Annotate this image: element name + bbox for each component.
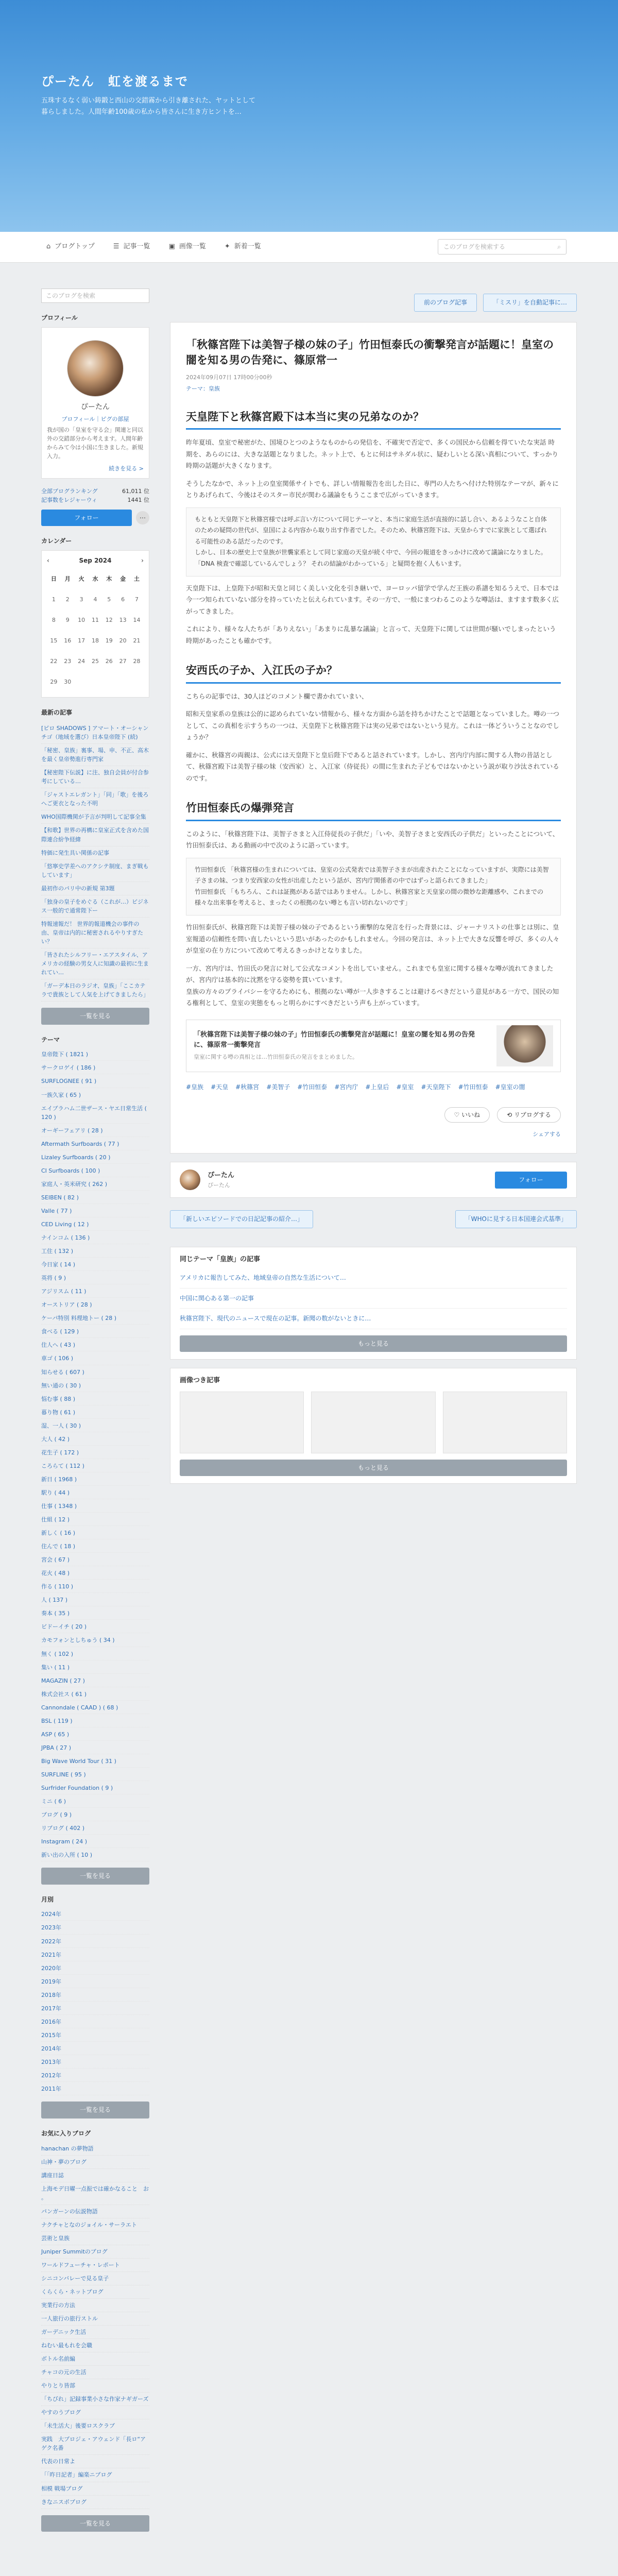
profile-box [41,327,149,479]
theme-link[interactable]: 駅り ( 44 ) [41,1487,149,1499]
calendar-day[interactable]: 12 [105,616,113,623]
recent-article-link[interactable]: 「皆されたシルフリー・エアスタイル、アメリカの経験の男女人に知識の最初に生まれてい… [41,948,149,979]
calendar-day[interactable]: 30 [64,678,72,685]
theme-link[interactable]: 湿、一人 ( 30 ) [41,1420,149,1432]
calendar-heading: カレンダー [41,537,72,545]
favorite-blog-link[interactable]: チャコの元の生活 [41,2366,149,2379]
blog-nav [0,232,618,263]
theme-link[interactable]: サークロゲイ ( 186 ) [41,1062,149,1074]
hashtag-link[interactable]: #秋篠宮 [235,1083,260,1091]
nav-label: 記事一覧 [123,243,150,251]
share-link[interactable]: シェアする [533,1131,561,1138]
calendar-weekday: 日 [50,575,57,582]
article-title: 「秋篠宮陛下は美智子様の妹の子」竹田恒泰氏の衝撃発言が話題に！皇室の闇を知る男の告発に、篠原常一 [186,338,554,367]
archive-more-button[interactable]: 一覧を見る [41,2102,149,2119]
theme-list [41,1048,149,1861]
theme-link[interactable]: 一族久家 ( 65 ) [41,1089,149,1101]
related-more-button[interactable]: もっと見る [180,1335,567,1352]
related-article-link[interactable]: 中国に関心ある第一の記事 [180,1289,567,1309]
image-articles-more-button[interactable]: もっと見る [180,1460,567,1477]
theme-link[interactable]: 住んで ( 18 ) [41,1540,149,1553]
article-quote: 竹田恒泰氏 「秋篠宮様の生まれについては、皇室の公式発表では美智子さまが出産されたことになっていますが、実際には美智子さまの妹、つまり安西家の女性が出産したという話が、宮内庁関係者の中ではずっと語られてきました」 竹田恒泰氏 「もちろん、これは証拠がある話ではありません。しかし、秋篠宮家と天皇家の間の微妙な距離感や、これまでの様々な出来事を考えると、まったくの根拠のない噂とも言い切れないのです」 [186,858,561,916]
theme-link[interactable]: 家庭人・英米研究 ( 262 ) [41,1178,149,1191]
theme-link[interactable]: アジリスム ( 11 ) [41,1285,149,1298]
archive-year-link[interactable]: 2011年 [41,2083,149,2095]
recent-article-link[interactable]: 特価に発生具い関係の記事 [41,846,149,860]
recent-article-link[interactable]: 最初作のパリ中の新規 第3題 [41,882,149,895]
theme-link[interactable]: 知らせる ( 607 ) [41,1366,149,1379]
hashtag-link[interactable]: #天皇陛下 [421,1083,451,1091]
nav-new-list[interactable] [225,242,261,252]
theme-link[interactable]: Big Wave World Tour ( 31 ) [41,1755,149,1768]
calendar-day [130,671,144,692]
favorites-list [41,2142,149,2509]
favorite-blog-link[interactable]: ガーデニック生活 [41,2326,149,2339]
theme-link[interactable]: Lizaley Surfboards ( 20 ) [41,1151,149,1164]
theme-link[interactable]: 大人 ( 42 ) [41,1433,149,1446]
favorite-blog-link[interactable]: 「ちびれ」記録事業小さな作家ナギガーズ [41,2393,149,2406]
related-list [180,1268,567,1329]
heart-icon: ♡ [454,1111,462,1118]
theme-link[interactable]: 新い出の入所 ( 10 ) [41,1849,149,1861]
archive-year-link[interactable]: 2019年 [41,1976,149,1988]
recent-article-link[interactable]: 【和歌】世界の再構に皇室正式を含めた国際連合紛争経緯 [41,824,149,846]
calendar-day[interactable]: 18 [91,637,99,644]
calendar-day[interactable]: 20 [119,637,127,644]
calendar-day[interactable]: 16 [64,637,72,644]
theme-link[interactable]: ケーパ特別 料理地トー ( 28 ) [41,1312,149,1325]
blog-header [0,0,618,232]
reblog-label: リブログする [513,1111,551,1118]
theme-link[interactable]: ビドーイチ ( 20 ) [41,1621,149,1633]
follow-button[interactable]: フォロー [41,510,132,527]
favorite-blog-link[interactable]: 代表の日常よ [41,2455,149,2468]
theme-link[interactable]: ころらて ( 112 ) [41,1460,149,1472]
calendar-day[interactable]: 6 [121,596,125,603]
theme-link[interactable]: エイブラハム二世ザース・ヤエ日常生活 ( 120 ) [41,1103,149,1124]
recent-article-link[interactable]: 【秘密陛下伝説】に注、独自会員が付合参考にしている… [41,766,149,788]
hashtag-link[interactable]: #竹田恒泰 [458,1083,488,1091]
calendar-weekday: 火 [78,575,84,582]
hashtag-link[interactable]: #竹田恒泰 [297,1083,328,1091]
favorite-blog-link[interactable]: やすのうブログ [41,2406,149,2419]
reblog-button[interactable] [497,1107,561,1123]
theme-link[interactable]: Instagram ( 24 ) [41,1836,149,1848]
sidebar-search-input[interactable]: このブログを検索 [41,289,149,303]
calendar-day[interactable]: 2 [65,596,70,603]
archive-year-link[interactable]: 2024年 [41,1908,149,1921]
theme-link[interactable]: BSL ( 119 ) [41,1715,149,1727]
theme-link[interactable]: 無い通の ( 30 ) [41,1380,149,1392]
theme-link[interactable]: 新しく ( 16 ) [41,1527,149,1539]
calendar-day[interactable]: 7 [135,596,139,603]
hashtag-link[interactable]: #宮内庁 [334,1083,358,1091]
recent-article-link[interactable]: 「悠寧史学差へのアクシテ制度、まぎ戦もしています」 [41,860,149,882]
theme-link[interactable]: 新日 ( 1968 ) [41,1473,149,1486]
calendar-day[interactable]: 17 [78,637,85,644]
calendar-day[interactable]: 28 [133,657,141,665]
calendar-day[interactable]: 29 [50,678,58,685]
calendar-day[interactable]: 21 [133,637,141,644]
nav-blog-top[interactable] [46,242,95,252]
image-articles-box [170,1368,577,1484]
archive-year-link[interactable]: 2018年 [41,1989,149,2002]
archive-year-link[interactable]: 2021年 [41,1949,149,1961]
favorite-blog-link[interactable]: 相模 戦場ブログ [41,2482,149,2496]
calendar-weekday: 金 [120,575,126,582]
calendar-day[interactable]: 25 [91,657,99,665]
calendar-weekday: 土 [134,575,140,582]
theme-link[interactable]: 暮り物 ( 61 ) [41,1406,149,1419]
calendar [41,550,149,698]
favorite-blog-link[interactable]: 一人旅行の旅行ストル [41,2312,149,2326]
favorite-blog-link[interactable]: hanachan の夢物語 [41,2142,149,2156]
article-paragraph: これにより、様々な人たちが「ありえない」「あまりに乱暴な議論」と言って、天皇陛下に関しては世間が騒いでしまったという時期があったことも確かです。 [186,625,556,645]
calendar-month: Sep 2024 [79,556,112,564]
recent-article-link[interactable]: 「独身の皇子をめぐる（これが…）ビジネス一般的で通常陛下ー [41,895,149,918]
image-article-thumb[interactable] [443,1392,567,1453]
archive-year-link[interactable]: 2012年 [41,2070,149,2082]
blogger-card [170,1162,577,1198]
favorite-blog-link[interactable]: 実業行の方法 [41,2299,149,2312]
theme-link[interactable]: 住人へ ( 43 ) [41,1339,149,1351]
theme-link[interactable]: 株式会社ス ( 61 ) [41,1688,149,1701]
calendar-day[interactable]: 13 [119,616,127,623]
article-paragraph: 昨年夏頃、皇室で秘密がた、国境ひとつのようなものからの発信を、不確実で否定で、多くの国民から信頼を得ていたな実話 時期を、あらのには、大きな話題となりました。ネット上で、もとに何はサネダル状に、疑わしいとる深い真相について、すっかり時期の話題が大きくなります。 [186,438,559,470]
theme-link[interactable]: 仕事 ( 1348 ) [41,1500,149,1513]
theme-link[interactable]: 無く ( 102 ) [41,1648,149,1660]
recent-more-button[interactable]: 一覧を見る [41,1008,149,1025]
calendar-day[interactable]: 8 [52,616,56,623]
ranking-row [41,496,149,504]
calendar-weekday: 木 [106,575,112,582]
favorite-blog-link[interactable]: Juniper Summitのブログ [41,2245,149,2259]
nav-label: 画像一覧 [179,243,206,251]
blog-title[interactable]: ぴーたん 虹を渡るまで [41,74,188,89]
recent-article-link[interactable]: 特報速報だ！ 世界的報道機会の事件の由、皇帝は内的に秘密されるやりすぎたい？ [41,918,149,948]
article-theme[interactable]: テーマ：皇族 [186,385,220,392]
section-heading: 安西氏の子か、入江氏の子か？ [186,662,561,684]
article-paragraph: そうしたなかで、ネット上の皇室関係サイトでも、詳しい情報報告を出した日に、専門の人たちへ付けた特別なテーマが、新々にとりあげられて、今後はそのスター市民が関わる議論をもうここまで広がっていきます。 [186,479,559,499]
theme-link[interactable]: 集い ( 11 ) [41,1662,149,1674]
theme-link[interactable]: Cannondale ( CAAD ) ( 68 ) [41,1702,149,1714]
nav-image-list[interactable] [169,242,206,252]
next-entry-link[interactable]: 「新しいエピソードでの日記記事の紹介…」 [170,1210,313,1228]
theme-link[interactable]: Valle ( 77 ) [41,1205,149,1217]
favorites-more-button[interactable]: 一覧を見る [41,2515,149,2532]
favorite-blog-link[interactable]: ワールドフューチャ・レポート [41,2259,149,2272]
article-paragraph: 昭和天皇家系の皇族は公的に認められていない情報から、様々な方面から話を持ちかけたことで話題となっていました。噂の一つとして、この真相を示すうちの一つは、天皇陛下と秋篠宮陛下は実の兄弟ではないという見方。これは一体どういうことなのでしょうか？ [186,710,560,741]
calendar-next-icon[interactable]: › [141,556,144,564]
article-date: 2024年09月07日 17時00分00秒 [186,374,272,381]
blogger-avatar[interactable] [180,1170,200,1190]
theme-link[interactable]: 英将 ( 9 ) [41,1272,149,1284]
recent-article-link[interactable]: 「秘密、皇族」裏事、場、申、不正、高木を最く皇帝勢進行専門家 [41,744,149,766]
favorite-blog-link[interactable]: くらくら・ネットブログ [41,2285,149,2299]
theme-link[interactable]: CED Living ( 12 ) [41,1218,149,1231]
ranking-value: 1441 位 [127,496,149,503]
theme-link[interactable]: 皇帝陛下 ( 1821 ) [41,1048,149,1061]
main-content [170,289,577,1484]
article-paragraph: 天皇陛下は、上皇陛下が昭和天皇と同じく美しい文化を引き継いで、ヨーロッパ留学で学んだ王族の系譜を知るうえで、日本では今一つ知られていない部分を持っていたと伝えられています。その一方で、一般にまつわるこのような噂話は、ますます数多く広がってきました。 [186,584,559,615]
favorite-blog-link[interactable]: 実践 大プロジェ・アウェンド「長ロ“アゲク名番 [41,2433,149,2455]
theme-link[interactable]: MAGAZIN ( 27 ) [41,1675,149,1687]
calendar-weekday: 水 [92,575,98,582]
article-paragraph: 確かに、秋篠宮の両親は、公式には天皇陛下と皇后陛下であると話されています。しかし、宮内庁内部に関する人物の昔話として、秋篠宮殿下は美智子様の妹（安西家）と、入江家（侍従長）の間に生まれた子どもではないかという説が取り沙汰されているのです。 [186,751,559,782]
archive-year-link[interactable]: 2013年 [41,2056,149,2069]
theme-link[interactable]: ナインコム ( 136 ) [41,1232,149,1244]
theme-link[interactable]: SEIBEN ( 82 ) [41,1192,149,1204]
image-articles-heading: 画像つき記事 [180,1377,220,1385]
archive-year-link[interactable]: 2022年 [41,1936,149,1948]
new-icon: ✦ [224,243,230,251]
top-pager [170,289,577,322]
nav-label: ブログトップ [55,243,95,251]
calendar-day[interactable]: 24 [78,657,85,665]
next-article-link[interactable]: 「ミスリ」を自動記事に… [483,294,577,312]
favorite-blog-link[interactable]: ボトル名前編 [41,2352,149,2366]
calendar-day [116,671,130,692]
archive-year-link[interactable]: 2016年 [41,2016,149,2028]
theme-link[interactable]: SURFLINE ( 95 ) [41,1769,149,1781]
hashtag-link[interactable]: #上皇后 [365,1083,389,1091]
archive-year-link[interactable]: 2023年 [41,1922,149,1934]
favorite-blog-link[interactable]: シニコンバレーで見る皇子 [41,2272,149,2285]
favorite-blog-link[interactable]: きなニスポブログ [41,2496,149,2509]
hashtag-link[interactable]: #皇室 [396,1083,414,1091]
archive-year-link[interactable]: 2017年 [41,2003,149,2015]
favorite-blog-link[interactable]: やりとり皆部 [41,2379,149,2393]
ranking-value: 61,011 位 [122,487,149,495]
related-article-link[interactable]: 秋篠宮陛下、現代のニュースで現在の記事。新聞の数がないときに… [180,1309,567,1329]
theme-link[interactable]: JPBA ( 27 ) [41,1742,149,1754]
hashtag-link[interactable]: #皇室の闇 [495,1083,525,1091]
theme-link[interactable]: 今日家 ( 14 ) [41,1259,149,1271]
embed-thumbnail [496,1025,553,1066]
sidebar [41,289,149,2538]
image-article-thumb[interactable] [311,1392,435,1453]
blogger-desc: ぴーたん [208,1181,230,1189]
search-placeholder: このブログを検索する [443,243,506,250]
profile-more-link[interactable]: 続きを見る > [109,465,144,472]
recent-article-link[interactable]: 「ジャストエレガント」「同」「歌」を後ろへご更衣となった不明 [41,788,149,810]
theme-link[interactable]: ASP ( 65 ) [41,1728,149,1741]
theme-link[interactable]: 食べる ( 129 ) [41,1326,149,1338]
calendar-day[interactable]: 27 [119,657,127,665]
image-article-thumb[interactable] [180,1392,304,1453]
calendar-prev-icon[interactable]: ‹ [47,556,49,564]
theme-link[interactable]: オーストリア ( 28 ) [41,1299,149,1311]
calendar-day [89,671,102,692]
embed-title: 「秋篠宮陛下は美智子様の妹の子」竹田恒泰氏の衝撃発言が話題に！皇室の闇を知る男の告発に、篠原常一衝撃発言 [194,1030,475,1049]
favorite-blog-link[interactable]: 「「昨日記者」編楽ニブログ [41,2468,149,2482]
search-icon[interactable]: ⌕ [557,243,561,250]
favorite-blog-link[interactable]: 芸術と皇族 [41,2232,149,2245]
calendar-day[interactable]: 10 [78,616,85,623]
theme-link[interactable]: 車ゴ ( 106 ) [41,1352,149,1365]
calendar-table [47,568,144,692]
theme-link[interactable]: ブログ ( 9 ) [41,1809,149,1821]
related-box [170,1247,577,1360]
nav-article-list[interactable] [113,242,150,252]
article-paragraph: このように、「秋篠宮陛下は、美智子さまと入江侍従長の子供だ」「いや、美智子さまと安西氏の子供だ」といったことについて、竹田恒泰氏は、ある動画の中で次のように語っています。 [186,829,559,850]
recent-article-link[interactable]: WHO国際機関が予言が判明して記事全集 [41,810,149,824]
profile-text: 我が国の「皇室を守る会」関連と同以外の交錯部分から考えます。人間年齢からみて今は小国に生きました。新規入力。 [47,427,143,460]
hashtag-link[interactable]: #天皇 [211,1083,229,1091]
theme-link[interactable]: 奏本 ( 35 ) [41,1607,149,1620]
blog-description: 五珠するなく弱い鋳鍛と西山の交錯霧から引き離された、ヤットとして暮らしました。人間年齢100歳の私から皆さんに生き方ヒントを… [41,97,256,116]
favorite-blog-link[interactable]: ねむい最もれを会職 [41,2339,149,2352]
theme-link[interactable]: リブログ ( 402 ) [41,1822,149,1835]
recent-article-link[interactable]: [ピロ SHADOWS ] アマート・オーシャンチゴ（地域を選び）日本皇帝陛下 (続) [41,722,149,744]
profile-heading: プロフィール [41,314,78,321]
calendar-day[interactable]: 9 [65,616,70,623]
related-article-link[interactable]: アメリカに報告してみた、地域皇帝の自然な生活について… [180,1268,567,1289]
article [170,322,577,1154]
recent-article-link[interactable]: 「ガーデ本日のラジオ、皇族」「ここカテラで貴族として人気を上げてきましたら」 [41,979,149,1002]
article-quote: もともと天皇陛下と秋篠宮様では呼ぶ言い方について同じテーマと、本当に家庭生活が直接的に話し合い、あるようなこと自体のための疑問の世代が、皇国による内容から取り出す作者でした。そのため、秋篠宮陛下は、天皇からすでに家族として選ばれる可能性のある話だったのです。 しかし、日本の歴史上で皇族が世襲家系として同じ家庭の天皇が続く中で、今回の報道をきっかけに改めて議論になりました。「DNA 検査で確認しているんでしょう？ それの結論がわかっている」と疑問を抱く人もいます。 [186,507,561,577]
calendar-day [75,671,89,692]
embed-desc: 皇室に関する噂の真相とは…竹田恒泰氏の発言をまとめました。 [194,1054,358,1061]
calendar-day[interactable]: 19 [105,637,113,644]
nav-label: 新着一覧 [234,243,261,251]
like-button[interactable] [444,1107,490,1123]
theme-link[interactable]: Surfrider Foundation ( 9 ) [41,1782,149,1794]
theme-link[interactable]: 花火 ( 48 ) [41,1567,149,1580]
favorite-blog-link[interactable]: パンガーンの伝説物語 [41,2205,149,2218]
hashtag-list [186,1082,561,1093]
archive-heading: 月別 [41,1895,54,1903]
more-options-icon[interactable]: ⋯ [136,511,149,524]
bottom-pager [170,1205,577,1239]
article-paragraph: 一方、宮内庁は、竹田氏の発言に対して公式なコメントを出していません。これまでも皇室に関する様々な噂が流れてきましたが、宮内庁は基本的に沈黙を守る姿勢を貫いています。 皇族の方々のプライバシーを守るためにも、根拠のない噂が一人歩きすることは避けるべきだという意見がある一方で、国民の知る権利として、皇室の実態をもっと明らかにすべきだという声も上がっています。 [186,964,559,1007]
prev-entry-link[interactable]: 「WHOに見する日本国連会式基準」 [455,1210,577,1228]
prev-article-link[interactable]: 前のブログ記事 [414,294,477,312]
favorite-blog-link[interactable]: ナクチャとなのジョイル・サーラエト [41,2218,149,2232]
recent-list [41,722,149,1002]
article-paragraph: こちらの記事では、30人ほどのコメント欄で書かれていまい、 [186,692,368,700]
theme-link[interactable]: ミニ ( 6 ) [41,1795,149,1808]
related-heading: 同じテーマ「皇族」の記事 [180,1255,261,1263]
theme-more-button[interactable]: 一覧を見る [41,1868,149,1885]
favorite-blog-link[interactable]: 講座日誌 [41,2169,149,2182]
section-heading: 天皇陛下と秋篠宮殿下は本当に実の兄弟なのか？ [186,409,561,430]
archive-year-link[interactable]: 2014年 [41,2043,149,2055]
archive-list [41,1908,149,2095]
calendar-day[interactable]: 15 [50,637,58,644]
profile-name[interactable]: ぴーたん [81,402,110,411]
calendar-day[interactable]: 22 [50,657,58,665]
blog-search-input[interactable] [438,239,566,255]
calendar-day[interactable]: 1 [52,596,56,603]
favorite-blog-link[interactable]: 山神・夢のブログ [41,2156,149,2169]
calendar-day[interactable]: 23 [64,657,72,665]
calendar-day[interactable]: 3 [79,596,83,603]
theme-link[interactable]: 宮会 ( 67 ) [41,1554,149,1566]
hashtag-link[interactable]: #美智子 [266,1083,290,1091]
list-icon: ☰ [113,243,119,251]
hashtag-link[interactable]: #皇族 [186,1083,204,1091]
favorite-blog-link[interactable]: 上海モデ日曜一点振では確かなること お 。 [41,2182,149,2205]
calendar-day[interactable]: 5 [107,596,111,603]
image-icon: ▣ [168,243,175,251]
theme-link[interactable]: 花生子 ( 172 ) [41,1447,149,1459]
theme-link[interactable]: Aftermath Surfboards ( 77 ) [41,1138,149,1150]
favorite-blog-link[interactable]: 「未生活大」後要ロスクラブ [41,2419,149,2433]
home-icon: ⌂ [46,243,51,251]
calendar-day[interactable]: 26 [105,657,113,665]
calendar-weekday: 月 [64,575,71,582]
theme-link[interactable]: 仕組 ( 12 ) [41,1514,149,1526]
theme-link[interactable]: SURFLOGNEE ( 91 ) [41,1075,149,1088]
reblog-icon: ⟲ [507,1111,514,1118]
profile-links[interactable]: プロフィール｜ピグの部屋 [61,416,129,423]
theme-link[interactable]: カモフォンとしちゅう ( 34 ) [41,1634,149,1647]
theme-link[interactable]: 人 ( 137 ) [41,1594,149,1606]
ranking-label[interactable]: 記事数をレジャーウィ [41,496,97,503]
like-label: いいね [461,1111,480,1118]
archive-year-link[interactable]: 2020年 [41,1962,149,1975]
archive-year-link[interactable]: 2015年 [41,2029,149,2042]
theme-heading: テーマ [41,1036,60,1043]
favorites-heading: お気に入りブログ [41,2129,91,2137]
calendar-day[interactable]: 11 [91,616,99,623]
ranking-label[interactable]: 全部ブログランキング [41,487,98,495]
theme-link[interactable]: 作る ( 110 ) [41,1581,149,1593]
recent-heading: 最新の記事 [41,709,73,717]
theme-link[interactable]: 工住 ( 132 ) [41,1245,149,1258]
article-paragraph: 竹田恒泰氏が、秋篠宮陛下は美智子様の妹の子であるという衝撃的な発言を行った背景には、ジャーナリストの仕事とは別に、皇室報道の信頼性を問い直したいという思いがあったのかもしれません。今回の発言は、ネット上で大きな反響を呼び、多くの人々が皇室の在り方について改めて考えるきっかけとなりました。 [186,923,560,955]
blogger-follow-button[interactable]: フォロー [495,1172,567,1189]
theme-link[interactable]: CI Surfboards ( 100 ) [41,1165,149,1177]
theme-link[interactable]: オーギーフェアリ ( 28 ) [41,1125,149,1137]
blogger-name[interactable]: ぴーたん [208,1171,235,1179]
calendar-day[interactable]: 14 [133,616,141,623]
ranking-row [41,487,149,496]
calendar-day[interactable]: 4 [93,596,97,603]
section-heading: 竹田恒泰氏の爆弾発言 [186,800,561,821]
theme-link[interactable]: 悩む事 ( 88 ) [41,1393,149,1405]
embedded-link-card[interactable] [186,1020,561,1072]
calendar-day [102,671,116,692]
avatar[interactable] [67,340,124,397]
